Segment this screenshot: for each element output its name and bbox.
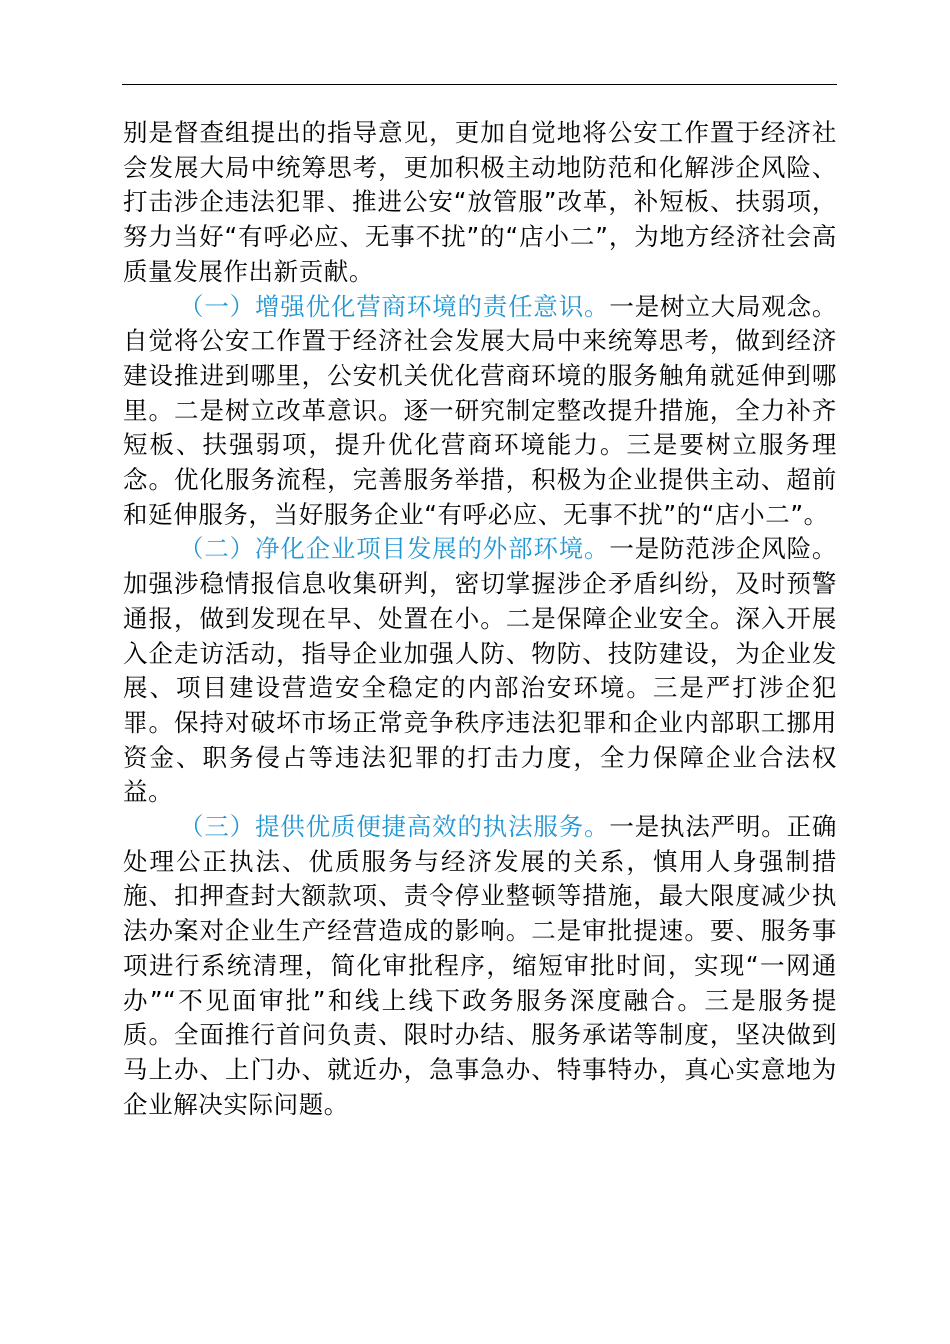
paragraph-text: 别是督查组提出的指导意见，更加自觉地将公安工作置于经济社会发展大局中统筹思考，更加积极主动地防范和化解涉企风险、打击涉企违法犯罪、推进公安“放管服”改革，补短板、扶弱项，努力当好“有呼必应、无事不扰”的“店小二”，为地方经济社会高质量发展作出新贡献。 [123,118,837,286]
section-three-heading: （三）提供优质便捷高效的执法服务。 [179,812,610,842]
section-two-paragraph [123,532,837,810]
section-three-text: 一是执法严明。正确处理公正执法、优质服务与经济发展的关系，慎用人身强制措施、扣押查封大额款项、责令停业整顿等措施，最大限度减少执法办案对企业生产经营造成的影响。二是审批提速。要、服务事项进行系统清理，简化审批程序，缩短审批时间，实现“一网通办”“不见面审批”和线上线下政务服务深度融合。三是服务提质。全面推行首问负责、限时办结、服务承诺等制度，坚决做到马上办、上门办、就近办，急事急办、特事特办，真心实意地为企业解决实际问题。 [123,812,837,1119]
section-one-paragraph [123,290,837,533]
paragraph-continuation [123,116,837,290]
section-two-text: 一是防范涉企风险。加强涉稳情报信息收集研判，密切掌握涉企矛盾纠纷，及时预警通报，做到发现在早、处置在小。二是保障企业安全。深入开展入企走访活动，指导企业加强人防、物防、技防建设，为企业发展、项目建设营造安全稳定的内部治安环境。三是严打涉企犯罪。保持对破坏市场正常竞争秩序违法犯罪和企业内部职工挪用资金、职务侵占等违法犯罪的打击力度，全力保障企业合法权益。 [123,534,837,807]
section-one-text: 一是树立大局观念。自觉将公安工作置于经济社会发展大局中来统筹思考，做到经济建设推进到哪里，公安机关优化营商环境的服务触角就延伸到哪里。二是树立改革意识。逐一研究制定整改提升措施，全力补齐短板、扶强弱项，提升优化营商环境能力。三是要树立服务理念。优化服务流程，完善服务举措，积极为企业提供主动、超前和延伸服务，当好服务企业“有呼必应、无事不扰”的“店小二”。 [123,291,837,529]
section-three-paragraph [123,810,837,1122]
header-rule [122,84,837,85]
section-one-heading: （一）增强优化营商环境的责任意识。 [179,291,610,321]
section-two-heading: （二）净化企业项目发展的外部环境。 [179,534,610,564]
document-body [123,116,837,1122]
